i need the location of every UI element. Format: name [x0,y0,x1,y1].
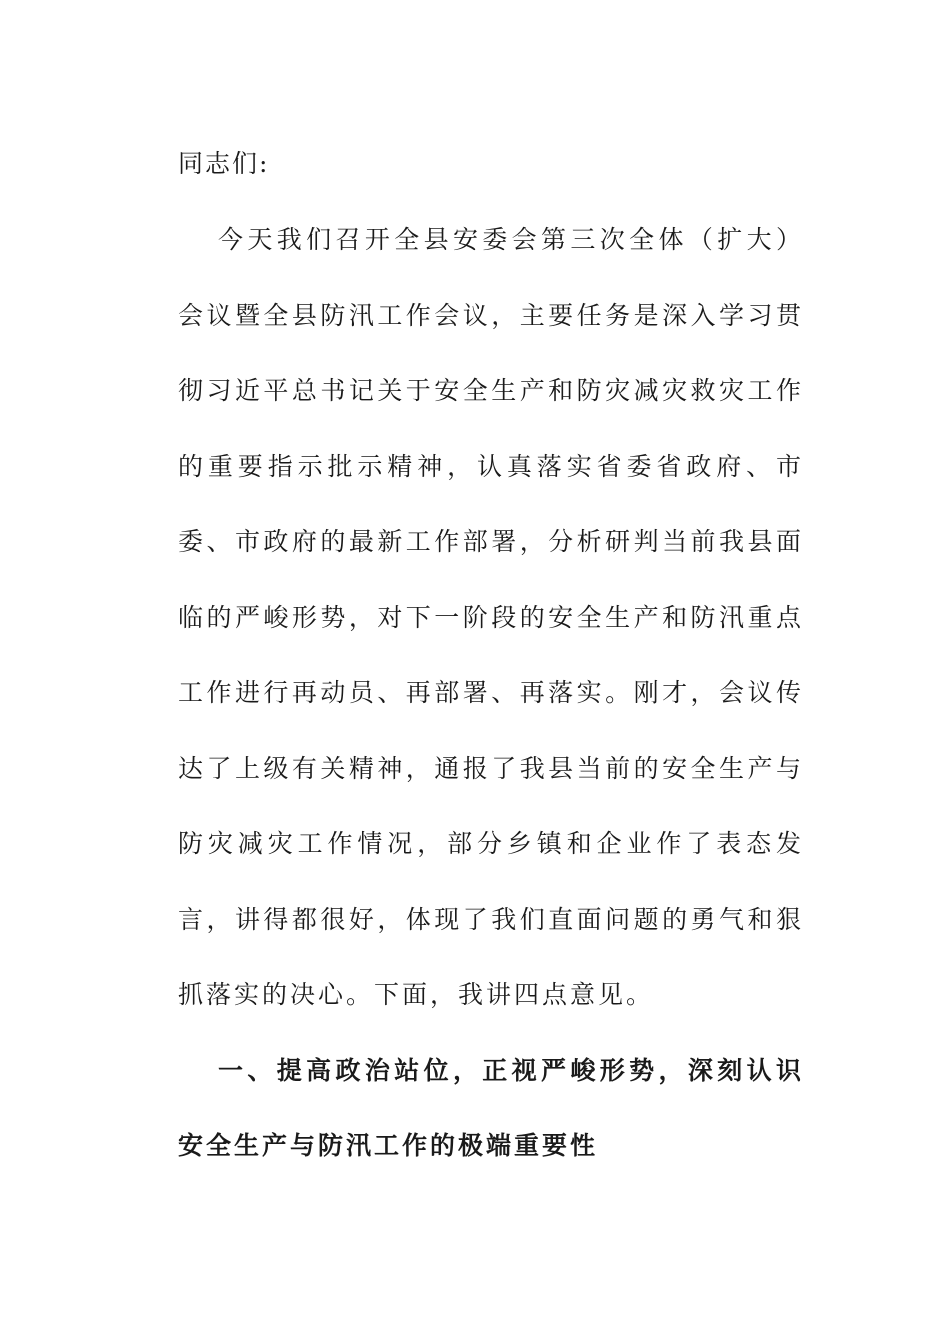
salutation: 同志们: [178,149,270,178]
body-paragraph: 今天我们召开全县安委会第三次全体（扩大）会议暨全县防汛工作会议，主要任务是深入学习贯彻习近平总书记关于安全生产和防灾减灾救灾工作的重要指示批示精神，认真落实省委省政府、市委、市政府的最新工作部署，分析研判当前我县面临的严峻形势，对下一阶段的安全生产和防汛重点工作进行再动员、再部署、再落实。刚才，会议传达了上级有关精神，通报了我县当前的安全生产与防灾减灾工作情况，部分乡镇和企业作了表态发言，讲得都很好，体现了我们直面问题的勇气和狠抓落实的决心。下面，我讲四点意见。 [178,225,804,1009]
document-body [178,126,804,1184]
section-heading: 一、提高政治站位，正视严峻形势，深刻认识安全生产与防汛工作的极端重要性 [178,1055,804,1160]
